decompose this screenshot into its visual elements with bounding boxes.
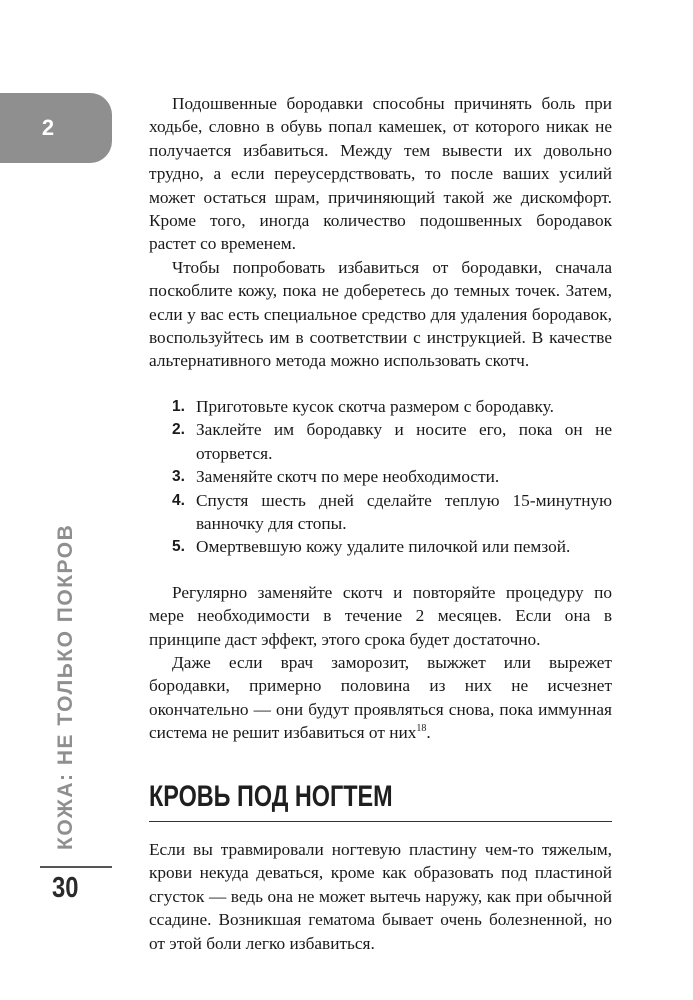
list-item-number: 3.	[172, 468, 185, 486]
chapter-tab	[0, 93, 112, 163]
list-item	[172, 535, 612, 558]
list-item	[172, 395, 612, 418]
list-item-text: Омертвевшую кожу удалите пилочкой или пемзой.	[196, 537, 571, 557]
list-item-number: 5.	[172, 538, 185, 556]
paragraph-end: .	[426, 723, 431, 743]
page-body	[149, 92, 612, 955]
running-title: КОЖА: НЕ ТОЛЬКО ПОКРОВ	[54, 523, 77, 850]
section-paragraph: Если вы травмировали ногтевую пластину чем-то тяжелым, крови некуда деваться, кроме как образовать под пластиной сгусток — ведь она не может вытечь наружу, как при обычной ссадине. Возникшая гематома бывает очень болезненной, но от этой боли легко избавиться.	[149, 840, 612, 953]
body-paragraph: Регулярно заменяйте скотч и повторяйте процедуру по мере необходимости в течение 2 месяцев. Если она в принципе даст эффект, этого срока будет достаточно.	[149, 582, 612, 649]
list-item-text: Заклейте им бородавку и носите его, пока он не оторвется.	[196, 420, 612, 463]
list-item	[172, 418, 612, 465]
footnote-marker: 18	[416, 723, 427, 735]
section-heading: КРОВЬ ПОД НОГТЕМ	[149, 779, 393, 813]
list-item-number: 1.	[172, 397, 185, 415]
body-paragraph: Чтобы попробовать избавиться от бородавки, сначала поскоблите кожу, пока не доберетесь до темных точек. Затем, если у вас есть специальное средство для удаления бородавок, воспользуйтесь им в соответствии с инструкцией. В качестве альтернативного метода можно использовать скотч.	[149, 257, 612, 371]
list-item-text: Спустя шесть дней сделайте теплую 15-минутную ванночку для стопы.	[196, 490, 612, 533]
page-number: 30	[52, 872, 79, 904]
body-paragraph	[149, 651, 612, 745]
list-item-number: 4.	[172, 491, 185, 509]
instruction-list	[149, 395, 612, 559]
body-paragraph: Подошвенные бородавки способны причинять боль при ходьбе, словно в обувь попал камешек, от которого никак не получается избавиться. Между тем вывести их довольно трудно, а если переусердствовать, то после ваших усилий может остаться шрам, причиняющий такой же дискомфорт. Кроме того, иногда количество подошвенных бородавок растет со временем.	[149, 94, 612, 254]
chapter-number: 2	[41, 115, 55, 140]
list-item	[172, 465, 612, 488]
list-item	[172, 489, 612, 536]
page-number-divider	[40, 866, 112, 868]
section-heading-rule	[149, 821, 612, 823]
list-item-number: 2.	[172, 421, 185, 439]
list-item-text: Заменяйте скотч по мере необходимости.	[196, 467, 500, 487]
list-item-text: Приготовьте кусок скотча размером с бородавку.	[196, 396, 554, 416]
paragraph-text: Даже если врач заморозит, выжжет или вырежет бородавки, примерно половина из них не исчезнет окончательно — они будут проявляться снова, пока иммунная система не решит избавиться от них	[149, 652, 612, 743]
